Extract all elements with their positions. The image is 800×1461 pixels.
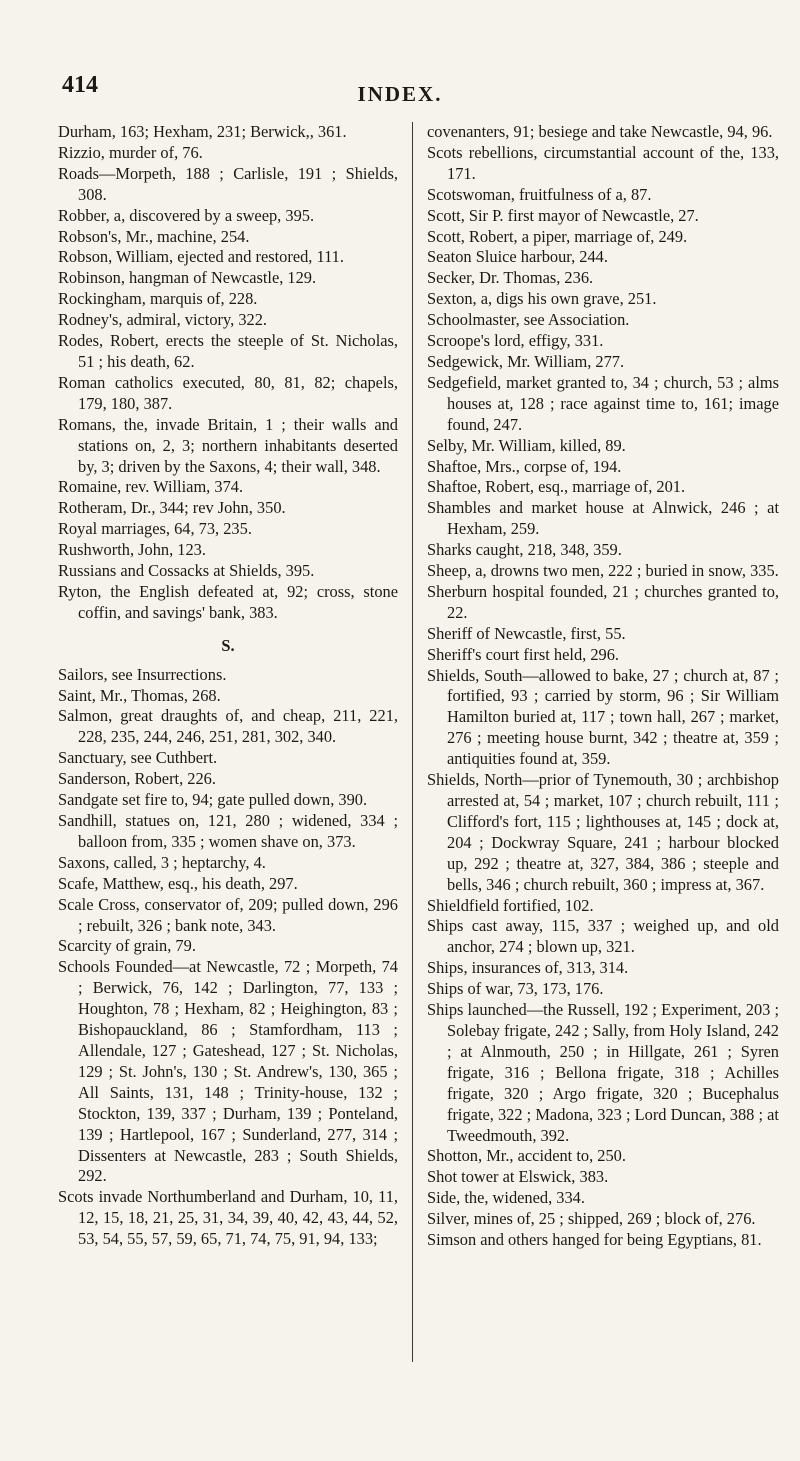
index-entry: Robinson, hangman of Newcastle, 129. bbox=[58, 268, 317, 288]
right-column bbox=[427, 122, 779, 1251]
left-entries bbox=[58, 122, 398, 624]
index-entry: Shot tower at Elswick, 383. bbox=[427, 1167, 609, 1187]
index-entry: Sanctuary, see Cuthbert. bbox=[58, 748, 218, 768]
index-entry: Sedgefield, market granted to, 34 ; church, 53 ; alms houses at, 128 ; race against time to, 161; image found, 247. bbox=[427, 372, 779, 434]
index-entry: Sanderson, Robert, 226. bbox=[58, 769, 216, 789]
index-entry: Roman catholics executed, 80, 81, 82; chapels, 179, 180, 387. bbox=[58, 372, 398, 413]
section-letter-s: S. bbox=[221, 635, 235, 655]
index-entry: Sedgewick, Mr. William, 277. bbox=[427, 351, 625, 371]
index-entry: Salmon, great draughts of, and cheap, 211, 221, 228, 235, 244, 246, 251, 281, 302, 340. bbox=[58, 706, 398, 747]
index-entry: Rushworth, John, 123. bbox=[58, 540, 206, 560]
index-entry: Sharks caught, 218, 348, 359. bbox=[427, 540, 622, 560]
index-entry: Secker, Dr. Thomas, 236. bbox=[427, 268, 594, 288]
index-entry: Selby, Mr. William, killed, 89. bbox=[427, 435, 626, 455]
index-entry: Royal marriages, 64, 73, 235. bbox=[58, 519, 252, 539]
index-entry: Ships, insurances of, 313, 314. bbox=[427, 958, 629, 978]
index-entry: Sheriff of Newcastle, first, 55. bbox=[427, 623, 626, 643]
index-entry: Durham, 163; Hexham, 231; Berwick,, 361. bbox=[58, 122, 347, 141]
index-entry: Saint, Mr., Thomas, 268. bbox=[58, 685, 221, 705]
page-number: 414 bbox=[62, 72, 98, 98]
index-entry: Rizzio, murder of, 76. bbox=[58, 142, 203, 162]
index-entry: Shieldfield fortified, 102. bbox=[427, 895, 594, 915]
running-head: INDEX. bbox=[357, 82, 443, 106]
index-entry: Ships of war, 73, 173, 176. bbox=[427, 979, 604, 999]
index-entry: Scale Cross, conservator of, 209; pulled down, 296 ; rebuilt, 326 ; bank note, 343. bbox=[58, 894, 398, 935]
index-entry: Romaine, rev. William, 374. bbox=[58, 477, 244, 497]
index-entry: Romans, the, invade Britain, 1 ; their walls and stations on, 2, 3; northern inhabitants deserted by, 3; driven by the Saxons, 4; their wall, 348. bbox=[58, 414, 398, 476]
index-entry: Robson, William, ejected and restored, 111. bbox=[58, 247, 344, 267]
index-entry: Shaftoe, Mrs., corpse of, 194. bbox=[427, 456, 622, 476]
index-entry: Ryton, the English defeated at, 92; cross, stone coffin, and savings' bank, 383. bbox=[58, 581, 398, 622]
index-entry: Shotton, Mr., accident to, 250. bbox=[427, 1146, 626, 1166]
index-entry: Rodney's, admiral, victory, 322. bbox=[58, 310, 268, 330]
index-entry: Rockingham, marquis of, 228. bbox=[58, 289, 258, 309]
index-entry: Ships cast away, 115, 337 ; weighed up, and old anchor, 274 ; blown up, 321. bbox=[427, 916, 779, 957]
index-entry: Seaton Sluice harbour, 244. bbox=[427, 247, 608, 267]
index-entry: Shambles and market house at Alnwick, 246 ; at Hexham, 259. bbox=[427, 498, 779, 539]
index-entry: Rodes, Robert, erects the steeple of St. Nicholas, 51 ; his death, 62. bbox=[58, 331, 398, 371]
index-entry: Sailors, see Insurrections. bbox=[58, 664, 227, 684]
index-entry: Sheep, a, drowns two men, 222 ; buried in snow, 335. bbox=[427, 561, 779, 581]
index-entry: Shaftoe, Robert, esq., marriage of, 201. bbox=[427, 477, 686, 497]
index-entry: Sheriff's court first held, 296. bbox=[427, 644, 620, 664]
index-entry: Shields, North—prior of Tynemouth, 30 ; archbishop arrested at, 54 ; market, 107 ; church rebuilt, 111 ; Clifford's fort, 115 ; lighthouses at, 145 ; dock at, 204 ; Dockwray Square, 241 ; harbour blocked up, 292 ; theatre at, 327, 384, 386 ; steeple and bells, 346 ; church rebuilt, 360 ; impress at, 367. bbox=[427, 770, 779, 894]
index-entry: Ships launched—the Russell, 192 ; Experiment, 203 ; Solebay frigate, 242 ; Sally, from Holy Island, 242 ; at Alnmouth, 250 ; in Hillgate, 261 ; Syren frigate, 316 ; Bellona frigate, 318 ; Achilles frigate, 320 ; Argo frigate, 320 ; Bucephalus frigate, 322 ; Madona, 323 ; Lord Duncan, 388 ; at Tweedmouth, 392. bbox=[427, 1000, 779, 1145]
index-entry: Side, the, widened, 334. bbox=[427, 1188, 585, 1208]
index-entry: Sandhill, statues on, 121, 280 ; widened, 334 ; balloon from, 335 ; women shave on, 373. bbox=[58, 811, 398, 851]
index-entry: Sherburn hospital founded, 21 ; churches granted to, 22. bbox=[427, 581, 779, 622]
index-entry: Robber, a, discovered by a sweep, 395. bbox=[58, 205, 315, 225]
index-entry: Scott, Robert, a piper, marriage of, 249. bbox=[427, 226, 688, 246]
index-entry: Scots rebellions, circumstantial account of the, 133, 171. bbox=[427, 142, 779, 183]
index-entry: Schools Founded—at Newcastle, 72 ; Morpeth, 74 ; Berwick, 76, 142 ; Darlington, 77, 133 ; Houghton, 78 ; Hexham, 82 ; Heighington, 83 ; Bishopauckland, 86 ; Stamfordham, 113 ; Allendale, 127 ; Gateshead, 127 ; St. Nicholas, 129 ; St. John's, 130 ; St. Andrew's, 130, 365 ; All Saints, 131, 148 ; Trinity-house, 132 ; Stockton, 139, 337 ; Durham, 139 ; Ponteland, 139 ; Hartlepool, 167 ; Sunderland, 277, 314 ; Dissenters at Newcastle, 283 ; South Shields, 292. bbox=[58, 957, 398, 1186]
index-entry: Sexton, a, digs his own grave, 251. bbox=[427, 289, 657, 309]
index-entry: Scots invade Northumberland and Durham, 10, 11, 12, 15, 18, 21, 25, 31, 34, 39, 40, 42, 43, 44, 52, 53, 54, 55, 57, 59, 65, 71, 74, 75, 91, 94, 133; bbox=[58, 1187, 398, 1249]
index-entry: Robson's, Mr., machine, 254. bbox=[58, 226, 250, 246]
left-entries-s bbox=[58, 665, 398, 1250]
index-entry: Rotheram, Dr., 344; rev John, 350. bbox=[58, 498, 286, 518]
index-entry: Russians and Cossacks at Shields, 395. bbox=[58, 561, 315, 581]
index-entry: Scroope's lord, effigy, 331. bbox=[427, 331, 604, 351]
index-entry: Scafe, Matthew, esq., his death, 297. bbox=[58, 873, 298, 893]
left-column bbox=[58, 122, 398, 1250]
index-entry: Sandgate set fire to, 94; gate pulled down, 390. bbox=[58, 790, 368, 810]
index-entry: Scarcity of grain, 79. bbox=[58, 936, 196, 956]
index-entry: Saxons, called, 3 ; heptarchy, 4. bbox=[58, 852, 266, 872]
index-entry: Schoolmaster, see Association. bbox=[427, 310, 630, 330]
column-divider bbox=[412, 122, 413, 1362]
index-entry: Scotswoman, fruitfulness of a, 87. bbox=[427, 184, 652, 204]
index-entry: Simson and others hanged for being Egyptians, 81. bbox=[427, 1230, 762, 1250]
index-entry: Silver, mines of, 25 ; shipped, 269 ; block of, 276. bbox=[427, 1209, 756, 1229]
index-entry: Shields, South—allowed to bake, 27 ; church at, 87 ; fortified, 93 ; carried by storm, 96 ; Sir William Hamilton buried at, 117 ; town hall, 267 ; market, 276 ; meeting house burnt, 342 ; theatre at, 359 ; antiquities found at, 359. bbox=[427, 665, 779, 769]
index-entry: Roads—Morpeth, 188 ; Carlisle, 191 ; Shields, 308. bbox=[58, 163, 398, 204]
index-entry: covenanters, 91; besiege and take Newcastle, 94, 96. bbox=[427, 122, 773, 141]
index-entry: Scott, Sir P. first mayor of Newcastle, 27. bbox=[427, 205, 699, 225]
right-entries bbox=[427, 122, 779, 1251]
